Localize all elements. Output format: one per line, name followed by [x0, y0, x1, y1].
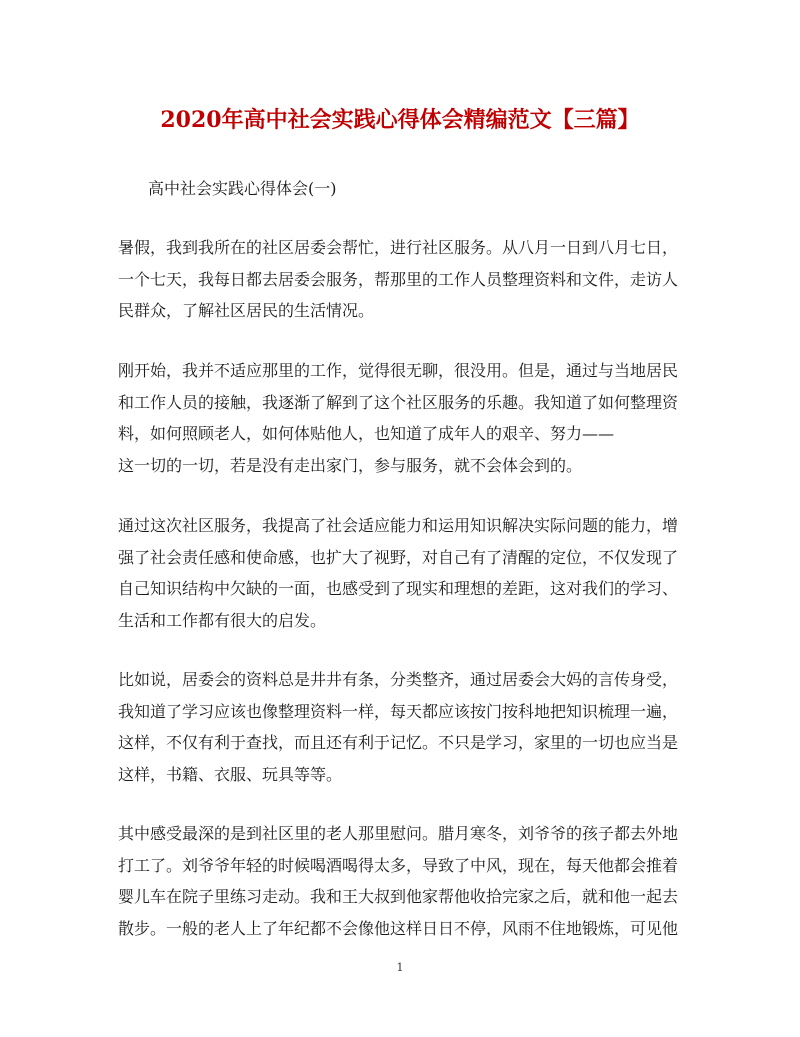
paragraph-line: 自己知识结构中欠缺的一面，也感受到了现实和理想的差距，这对我们的学习、 — [118, 579, 679, 599]
paragraph-line: 强了社会责任感和使命感，也扩大了视野，对自己有了清醒的定位，不仅发现了 — [118, 547, 679, 567]
paragraph-line: 我知道了学习应该也像整理资料一样，每天都应该按门按科地把知识梳理一遍， — [118, 701, 679, 721]
paragraph-line: 生活和工作都有很大的启发。 — [118, 611, 327, 631]
paragraph-line: 这样，不仅有利于查找，而且还有利于记忆。不只是学习，家里的一切也应当是 — [118, 733, 679, 753]
paragraph-line: 散步。一般的老人上了年纪都不会像他这样日日不停，风雨不住地锻炼，可见他 — [118, 919, 679, 939]
paragraph-line: 这样，书籍、衣服、玩具等等。 — [118, 765, 343, 785]
paragraph-line: 料，如何照顾老人，如何体贴他人，也知道了成年人的艰辛、努力—— — [118, 424, 615, 444]
paragraph-line: 婴儿车在院子里练习走动。我和王大叔到他家帮他收拾完家之后，就和他一起去 — [118, 887, 679, 907]
section-subtitle: 高中社会实践心得体会(一) — [148, 179, 337, 198]
paragraph-5 — [118, 818, 688, 945]
paragraph-line: 通过这次社区服务，我提高了社会适应能力和运用知识解决实际问题的能力，增 — [118, 516, 679, 535]
paragraph-line: 比如说，居委会的资料总是井井有条，分类整齐，通过居委会大妈的言传身受， — [118, 670, 679, 689]
paragraph-line: 刚开始，我并不适应那里的工作，觉得很无聊，很没用。但是，通过与当地居民 — [118, 361, 679, 380]
paragraph-line: 和工作人员的接触，我逐渐了解到了这个社区服务的乐趣。我知道了如何整理资 — [118, 392, 679, 412]
paragraph-line: 打工了。刘爷爷年轻的时候喝酒喝得太多，导致了中风，现在，每天他都会推着 — [118, 855, 679, 875]
paragraph-line: 其中感受最深的是到社区里的老人那里慰问。腊月寒冬，刘爷爷的孩子都去外地 — [118, 824, 679, 843]
paragraph-line: 这一切的一切，若是没有走出家门，参与服务，就不会体会到的。 — [118, 456, 583, 476]
paragraph-line: 民群众，了解社区居民的生活情况。 — [118, 301, 375, 321]
paragraph-line: 一个七天，我每日都去居委会服务，帮那里的工作人员整理资料和文件，走访人 — [118, 269, 679, 289]
paragraph-4 — [118, 664, 688, 791]
paragraph-1 — [118, 232, 688, 327]
document-title: 2020年高中社会实践心得体会精编范文【三篇】 — [160, 107, 640, 133]
paragraph-line: 暑假，我到我所在的社区居委会帮忙，进行社区服务。从八月一日到八月七日， — [118, 238, 679, 257]
page-number: 1 — [396, 961, 404, 974]
paragraph-2 — [118, 355, 688, 482]
paragraph-3 — [118, 510, 688, 637]
